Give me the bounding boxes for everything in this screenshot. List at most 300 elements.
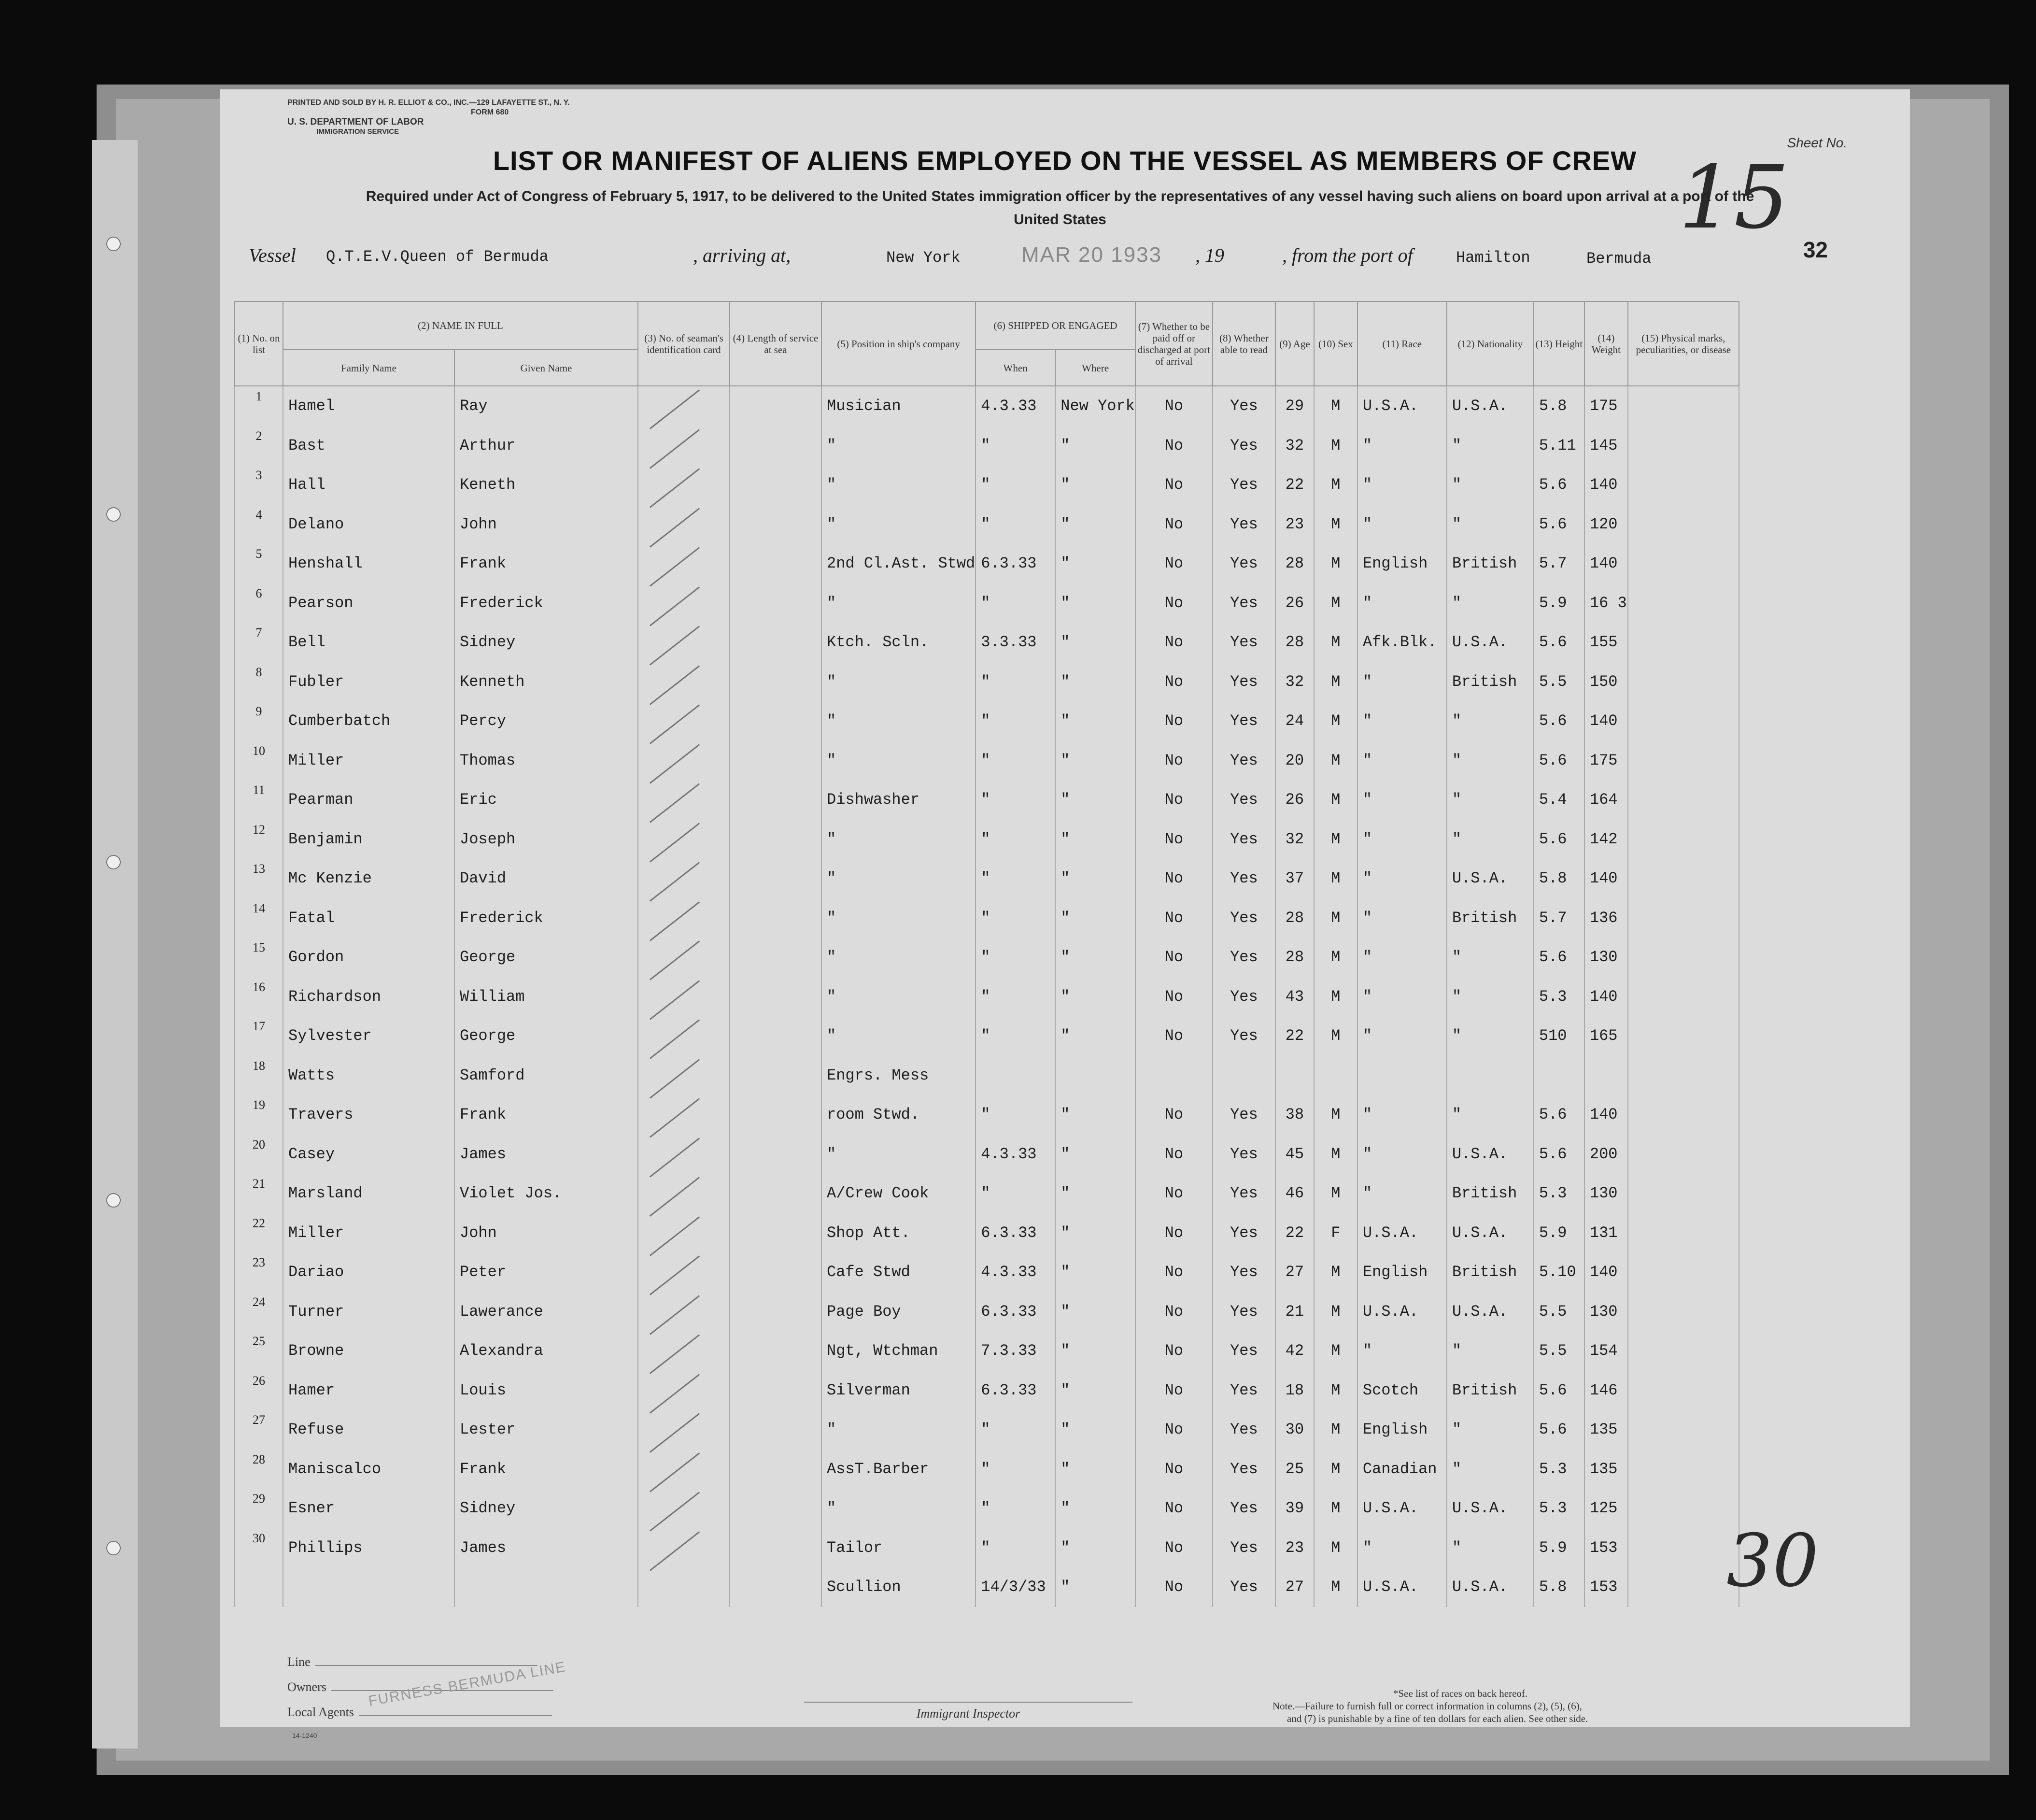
length-service — [730, 465, 821, 505]
sex: M — [1314, 977, 1357, 1017]
sex: M — [1314, 1567, 1357, 1607]
position: AssT.Barber — [821, 1450, 976, 1489]
physical-marks — [1628, 544, 1739, 583]
paid-off: No — [1135, 820, 1213, 859]
check-mark-icon — [650, 1531, 700, 1571]
row-number: 10 — [235, 741, 283, 781]
length-service — [730, 1528, 821, 1568]
table-row — [235, 977, 1739, 1017]
shipped-when: 6.3.33 — [976, 1371, 1055, 1410]
id-card — [638, 386, 730, 426]
length-service — [730, 386, 821, 426]
family-name: Pearman — [283, 780, 454, 820]
row-number: 3 — [235, 465, 283, 505]
col-length-header: (4) Length of service at sea — [730, 301, 821, 386]
weight: 140 — [1584, 465, 1628, 505]
sex: M — [1314, 1371, 1357, 1410]
given-name: George — [454, 938, 638, 977]
sex: M — [1314, 1410, 1357, 1450]
height — [1534, 1056, 1584, 1095]
table-row — [235, 465, 1739, 505]
table-row — [235, 898, 1739, 938]
physical-marks — [1628, 1056, 1739, 1095]
length-service — [730, 1135, 821, 1174]
weight: 130 — [1584, 938, 1628, 977]
shipped-where: " — [1055, 426, 1135, 466]
check-mark-icon — [650, 1413, 700, 1453]
nationality: " — [1447, 1450, 1534, 1489]
row-number: 1 — [235, 386, 283, 426]
table-row — [235, 1016, 1739, 1056]
position: Silverman — [821, 1371, 976, 1410]
nationality: " — [1447, 505, 1534, 544]
sex — [1314, 1056, 1357, 1095]
length-service — [730, 780, 821, 820]
id-card — [638, 898, 730, 938]
check-mark-icon — [650, 901, 700, 941]
race: " — [1357, 1331, 1447, 1371]
shipped-when: 4.3.33 — [976, 386, 1055, 426]
given-name: Alexandra — [454, 1331, 638, 1371]
shipped-when: " — [976, 938, 1055, 977]
paid-off: No — [1135, 465, 1213, 505]
family-name: Refuse — [283, 1410, 454, 1450]
shipped-when: " — [976, 1489, 1055, 1528]
physical-marks — [1628, 662, 1739, 702]
weight: 130 — [1584, 1174, 1628, 1213]
service-name: IMMIGRATION SERVICE — [316, 128, 399, 136]
age: 46 — [1275, 1174, 1314, 1213]
footnote-races: *See list of races on back hereof. — [1393, 1688, 1528, 1699]
id-card — [638, 426, 730, 466]
id-card — [638, 820, 730, 859]
position: Shop Att. — [821, 1213, 976, 1253]
able-to-read: Yes — [1213, 898, 1275, 938]
given-name: Sidney — [454, 623, 638, 662]
physical-marks — [1628, 1174, 1739, 1213]
position: " — [821, 465, 976, 505]
weight: 120 — [1584, 505, 1628, 544]
age: 22 — [1275, 1016, 1314, 1056]
shipped-where: " — [1055, 1371, 1135, 1410]
family-name: Hamel — [283, 386, 454, 426]
sex: M — [1314, 741, 1357, 781]
row-number: 5 — [235, 544, 283, 583]
length-service — [730, 1252, 821, 1292]
physical-marks — [1628, 1410, 1739, 1450]
given-name: Lester — [454, 1410, 638, 1450]
weight: 164 — [1584, 780, 1628, 820]
height: 5.3 — [1534, 1174, 1584, 1213]
id-card — [638, 1371, 730, 1410]
race: " — [1357, 426, 1447, 466]
shipped-when: 6.3.33 — [976, 1213, 1055, 1253]
able-to-read: Yes — [1213, 1567, 1275, 1607]
sex: M — [1314, 1016, 1357, 1056]
paid-off: No — [1135, 898, 1213, 938]
col-read-header: (8) Whether able to read — [1213, 301, 1275, 386]
check-mark-icon — [650, 508, 700, 547]
position: " — [821, 741, 976, 781]
able-to-read: Yes — [1213, 1174, 1275, 1213]
age: 20 — [1275, 741, 1314, 781]
id-card — [638, 1410, 730, 1450]
row-number: 9 — [235, 701, 283, 741]
weight: 175 — [1584, 386, 1628, 426]
row-number: 2 — [235, 426, 283, 466]
col-nationality-header: (12) Nationality — [1447, 301, 1534, 386]
nationality — [1447, 1056, 1534, 1095]
age: 30 — [1275, 1410, 1314, 1450]
position: 2nd Cl.Ast. Stwd — [821, 544, 976, 583]
row-number: 14 — [235, 898, 283, 938]
sex: M — [1314, 1135, 1357, 1174]
id-card — [638, 465, 730, 505]
shipped-when: " — [976, 465, 1055, 505]
shipped-where: " — [1055, 1450, 1135, 1489]
race: " — [1357, 1095, 1447, 1135]
table-row — [235, 938, 1739, 977]
nationality: U.S.A. — [1447, 386, 1534, 426]
table-row — [235, 1528, 1739, 1568]
agents-field — [359, 1715, 552, 1716]
race: English — [1357, 1252, 1447, 1292]
sheet-no-label: Sheet No. — [1787, 135, 1847, 150]
sex: F — [1314, 1213, 1357, 1253]
height: 5.5 — [1534, 662, 1584, 702]
age: 26 — [1275, 780, 1314, 820]
family-name: Turner — [283, 1292, 454, 1332]
nationality: British — [1447, 662, 1534, 702]
check-mark-icon — [650, 980, 700, 1020]
nationality: " — [1447, 820, 1534, 859]
row-number: 26 — [235, 1371, 283, 1410]
col-sex-header: (10) Sex — [1314, 301, 1357, 386]
physical-marks — [1628, 780, 1739, 820]
shipped-when: " — [976, 1410, 1055, 1450]
length-service — [730, 505, 821, 544]
age: 39 — [1275, 1489, 1314, 1528]
shipped-when: " — [976, 1174, 1055, 1213]
paid-off: No — [1135, 583, 1213, 623]
weight: 135 — [1584, 1450, 1628, 1489]
id-card — [638, 1450, 730, 1489]
weight: 145 — [1584, 426, 1628, 466]
sex: M — [1314, 1331, 1357, 1371]
sex: M — [1314, 505, 1357, 544]
age: 23 — [1275, 505, 1314, 544]
sex: M — [1314, 938, 1357, 977]
length-service — [730, 1489, 821, 1528]
length-service — [730, 1331, 821, 1371]
shipped-when: " — [976, 1016, 1055, 1056]
physical-marks — [1628, 1489, 1739, 1528]
row-number: 17 — [235, 1016, 283, 1056]
length-service — [730, 701, 821, 741]
age — [1275, 1056, 1314, 1095]
binding-hole — [106, 237, 121, 251]
able-to-read: Yes — [1213, 701, 1275, 741]
paid-off: No — [1135, 623, 1213, 662]
weight: 140 — [1584, 1095, 1628, 1135]
position: room Stwd. — [821, 1095, 976, 1135]
binding-hole — [106, 1193, 121, 1208]
shipped-where: " — [1055, 583, 1135, 623]
family-name: Mc Kenzie — [283, 859, 454, 898]
paid-off: No — [1135, 938, 1213, 977]
length-service — [730, 1174, 821, 1213]
sex: M — [1314, 820, 1357, 859]
able-to-read — [1213, 1056, 1275, 1095]
position: " — [821, 701, 976, 741]
position: Ktch. Scln. — [821, 623, 976, 662]
weight: 16 3 — [1584, 583, 1628, 623]
height: 5.6 — [1534, 1095, 1584, 1135]
race: " — [1357, 859, 1447, 898]
shipped-where: " — [1055, 780, 1135, 820]
height: 5.6 — [1534, 701, 1584, 741]
height: 5.6 — [1534, 1371, 1584, 1410]
check-mark-icon — [650, 1059, 700, 1098]
shipped-where — [1055, 1056, 1135, 1095]
physical-marks — [1628, 1095, 1739, 1135]
check-mark-icon — [650, 1452, 700, 1492]
form-code: 14-1240 — [292, 1732, 317, 1739]
able-to-read: Yes — [1213, 1450, 1275, 1489]
physical-marks — [1628, 505, 1739, 544]
height: 5.3 — [1534, 1450, 1584, 1489]
nationality: " — [1447, 1095, 1534, 1135]
weight: 140 — [1584, 977, 1628, 1017]
race: U.S.A. — [1357, 1489, 1447, 1528]
check-mark-icon — [650, 1492, 700, 1532]
footnote-fine: and (7) is punishable by a fine of ten dollars for each alien. See other side. — [1287, 1713, 1588, 1724]
age: 42 — [1275, 1331, 1314, 1371]
nationality: U.S.A. — [1447, 1292, 1534, 1332]
given-name: Peter — [454, 1252, 638, 1292]
able-to-read: Yes — [1213, 1016, 1275, 1056]
shipped-where: " — [1055, 1016, 1135, 1056]
race: " — [1357, 1174, 1447, 1213]
weight: 136 — [1584, 898, 1628, 938]
able-to-read: Yes — [1213, 780, 1275, 820]
weight: 131 — [1584, 1213, 1628, 1253]
sex: M — [1314, 780, 1357, 820]
check-mark-icon — [650, 429, 700, 469]
length-service — [730, 741, 821, 781]
row-number: 13 — [235, 859, 283, 898]
paid-off: No — [1135, 1292, 1213, 1332]
line-label: Line — [287, 1655, 311, 1669]
weight: 142 — [1584, 820, 1628, 859]
length-service — [730, 1016, 821, 1056]
nationality: " — [1447, 426, 1534, 466]
binding-strip — [92, 140, 138, 1749]
paid-off: No — [1135, 1174, 1213, 1213]
given-name: George — [454, 1016, 638, 1056]
family-name: Miller — [283, 1213, 454, 1253]
shipped-when: " — [976, 1095, 1055, 1135]
row-number: 24 — [235, 1292, 283, 1332]
table-row — [235, 1135, 1739, 1174]
shipped-when: 7.3.33 — [976, 1331, 1055, 1371]
check-mark-icon — [650, 1374, 700, 1413]
col-height-header: (13) Height — [1534, 301, 1584, 386]
height: 5.10 — [1534, 1252, 1584, 1292]
table-row — [235, 741, 1739, 781]
table-row — [235, 1331, 1739, 1371]
binding-hole — [106, 507, 121, 522]
height: 5.6 — [1534, 820, 1584, 859]
col-no-header: (1) No. on list — [235, 301, 283, 386]
id-card — [638, 544, 730, 583]
height: 5.6 — [1534, 465, 1584, 505]
paid-off: No — [1135, 1371, 1213, 1410]
nationality: " — [1447, 1331, 1534, 1371]
id-card — [638, 938, 730, 977]
shipped-where: " — [1055, 1213, 1135, 1253]
check-mark-icon — [650, 1098, 700, 1138]
able-to-read: Yes — [1213, 465, 1275, 505]
given-name — [454, 1567, 638, 1607]
able-to-read: Yes — [1213, 1528, 1275, 1568]
shipped-when: " — [976, 859, 1055, 898]
physical-marks — [1628, 1292, 1739, 1332]
age: 29 — [1275, 386, 1314, 426]
physical-marks — [1628, 741, 1739, 781]
row-number — [235, 1567, 283, 1607]
physical-marks — [1628, 386, 1739, 426]
nationality: U.S.A. — [1447, 1135, 1534, 1174]
able-to-read: Yes — [1213, 1489, 1275, 1528]
table-row — [235, 1095, 1739, 1135]
family-name: Dariao — [283, 1252, 454, 1292]
position: Ngt, Wtchman — [821, 1331, 976, 1371]
race: " — [1357, 741, 1447, 781]
shipped-where: " — [1055, 1567, 1135, 1607]
physical-marks — [1628, 1213, 1739, 1253]
family-name: Bast — [283, 426, 454, 466]
table-row — [235, 859, 1739, 898]
shipped-when: " — [976, 662, 1055, 702]
check-mark-icon — [650, 1177, 700, 1217]
race: U.S.A. — [1357, 1292, 1447, 1332]
physical-marks — [1628, 1371, 1739, 1410]
shipped-where: " — [1055, 938, 1135, 977]
position: Engrs. Mess — [821, 1056, 976, 1095]
sex: M — [1314, 1292, 1357, 1332]
sex: M — [1314, 426, 1357, 466]
id-card — [638, 1016, 730, 1056]
row-number: 21 — [235, 1174, 283, 1213]
family-name: Phillips — [283, 1528, 454, 1568]
family-name: Browne — [283, 1331, 454, 1371]
paid-off: No — [1135, 859, 1213, 898]
position: " — [821, 1135, 976, 1174]
paid-off: No — [1135, 1567, 1213, 1607]
shipped-when: 3.3.33 — [976, 623, 1055, 662]
id-card — [638, 1252, 730, 1292]
paid-off: No — [1135, 1213, 1213, 1253]
age: 26 — [1275, 583, 1314, 623]
able-to-read: Yes — [1213, 1371, 1275, 1410]
weight: 175 — [1584, 741, 1628, 781]
given-name: Joseph — [454, 820, 638, 859]
race: U.S.A. — [1357, 1567, 1447, 1607]
id-card — [638, 1095, 730, 1135]
sex: M — [1314, 1252, 1357, 1292]
given-name: Frederick — [454, 898, 638, 938]
length-service — [730, 544, 821, 583]
shipped-where: " — [1055, 1292, 1135, 1332]
position: " — [821, 859, 976, 898]
given-name: John — [454, 1213, 638, 1253]
height: 5.4 — [1534, 780, 1584, 820]
col-shipped-header: (6) SHIPPED OR ENGAGED — [976, 301, 1135, 350]
position: Page Boy — [821, 1292, 976, 1332]
family-name — [283, 1567, 454, 1607]
length-service — [730, 898, 821, 938]
table-row — [235, 820, 1739, 859]
weight: 200 — [1584, 1135, 1628, 1174]
age: 23 — [1275, 1528, 1314, 1568]
position: " — [821, 1016, 976, 1056]
height: 5.11 — [1534, 426, 1584, 466]
shipped-when: " — [976, 701, 1055, 741]
race: " — [1357, 977, 1447, 1017]
physical-marks — [1628, 426, 1739, 466]
row-number: 4 — [235, 505, 283, 544]
nationality: British — [1447, 898, 1534, 938]
length-service — [730, 820, 821, 859]
shipped-where: " — [1055, 977, 1135, 1017]
family-name: Bell — [283, 623, 454, 662]
check-mark-icon — [650, 1020, 700, 1059]
height: 5.7 — [1534, 898, 1584, 938]
footnote-note: Note.—Failure to furnish full or correct information in columns (2), (5), (6), — [1272, 1700, 1582, 1712]
table-row — [235, 1056, 1739, 1095]
shipped-where: " — [1055, 820, 1135, 859]
length-service — [730, 1095, 821, 1135]
col-weight-header: (14) Weight — [1584, 301, 1628, 386]
given-name: Violet Jos. — [454, 1174, 638, 1213]
shipped-where: " — [1055, 465, 1135, 505]
paid-off: No — [1135, 1135, 1213, 1174]
age: 21 — [1275, 1292, 1314, 1332]
paid-off: No — [1135, 505, 1213, 544]
table-row — [235, 1371, 1739, 1410]
position: Dishwasher — [821, 780, 976, 820]
row-number: 28 — [235, 1450, 283, 1489]
given-name: Sidney — [454, 1489, 638, 1528]
check-mark-icon — [650, 1138, 700, 1177]
check-mark-icon — [650, 665, 700, 705]
race: " — [1357, 1135, 1447, 1174]
height: 5.3 — [1534, 1489, 1584, 1528]
nationality: British — [1447, 1174, 1534, 1213]
able-to-read: Yes — [1213, 1331, 1275, 1371]
family-name: Gordon — [283, 938, 454, 977]
sex: M — [1314, 583, 1357, 623]
position: " — [821, 505, 976, 544]
age: 32 — [1275, 820, 1314, 859]
nationality: " — [1447, 938, 1534, 977]
height: 5.6 — [1534, 505, 1584, 544]
col-age-header: (9) Age — [1275, 301, 1314, 386]
nationality: " — [1447, 1410, 1534, 1450]
check-mark-icon — [650, 586, 700, 626]
paid-off: No — [1135, 780, 1213, 820]
